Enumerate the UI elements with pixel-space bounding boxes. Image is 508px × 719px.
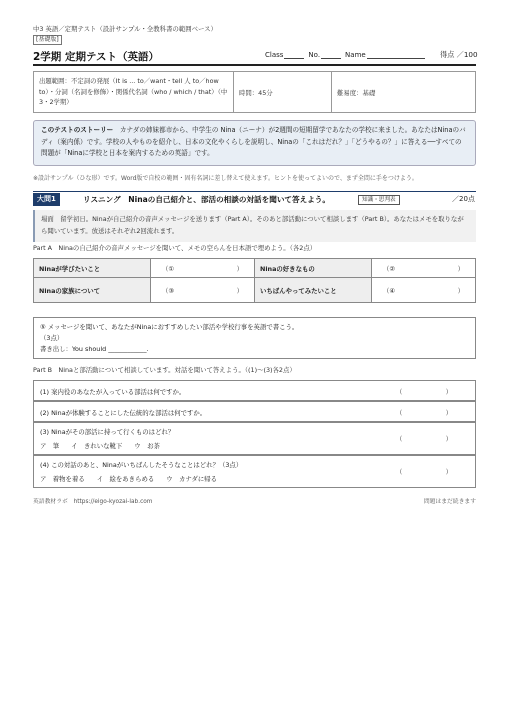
paren-open: （ (396, 435, 403, 443)
question-5-box[interactable] (33, 317, 476, 359)
answer-paren (396, 408, 452, 417)
option-i[interactable]: イ 絵をあきらめる (96, 475, 155, 483)
section-tag: 大問1 (33, 193, 60, 206)
story-box (33, 120, 476, 166)
info-scope: 出題範囲：不定詞の発展（It is ... to／want・tell 人 to／how to）・分詞（名詞を修飾）・関係代名詞（who / which / that）（中3・2学期） (34, 72, 234, 112)
paren-close: ） (457, 286, 464, 295)
option-a[interactable]: ア 着物を着る (40, 475, 85, 483)
paren-close: ） (236, 264, 243, 273)
page-title: 2学期 定期テスト（英語） (33, 51, 160, 63)
option-u[interactable]: ウ お茶 (134, 442, 160, 450)
class-label: Class (265, 51, 284, 59)
level-label: [基礎版] (33, 35, 62, 45)
question-row[interactable] (33, 422, 476, 455)
question-text: (3) Ninaがその部活に持って行くものはどれ？ (40, 428, 175, 436)
paren-close: ） (445, 468, 452, 476)
q5-points: （3点） (40, 334, 64, 342)
info-difficulty: 難易度：基礎 (337, 88, 376, 97)
q5-starter: 書き出し：You should ____________. (40, 345, 149, 353)
question-text: (1) 案内役のあなたが入っている部活は何ですか。 (40, 388, 186, 396)
paren-open: （③ (162, 286, 175, 295)
section-badge: 知識・思判表 (358, 195, 400, 205)
option-i[interactable]: イ きれいな靴下 (71, 442, 123, 450)
paren-close: ） (445, 409, 452, 417)
answer-paren (396, 387, 452, 396)
question-row[interactable] (33, 455, 476, 488)
header-top-line: 中3 英語／定期テスト（設計サンプル・全教科書の範囲ベース） (33, 25, 217, 33)
no-label: No. (308, 51, 321, 59)
memo-table (33, 258, 476, 303)
part-b-instruction: Part B Ninaと部活動について相談しています。対話を聞いて答えよう。（(1)〜(3)各2点） (33, 366, 296, 374)
option-u[interactable]: ウ カナダに帰る (166, 475, 218, 483)
footer-site: 英語教材ラボ https://eigo-kyozai-lab.com (33, 499, 153, 505)
answer-paren (396, 467, 452, 476)
memo-row (34, 259, 476, 278)
paren-close: ） (236, 286, 243, 295)
section-points: ／20点 (452, 195, 475, 203)
memo-row (34, 278, 476, 303)
memo-answer-4[interactable] (372, 278, 476, 303)
footer-continue: 問題はまだ続きます (423, 499, 476, 505)
paren-open: （② (383, 264, 396, 273)
answer-paren (396, 434, 452, 443)
memo-answer-2[interactable] (372, 259, 476, 278)
student-fields (265, 51, 429, 59)
paren-open: （① (162, 264, 175, 273)
info-time: 時間：45分 (234, 72, 332, 112)
memo-label: Ninaの好きなもの (255, 259, 372, 278)
no-field[interactable] (321, 51, 341, 59)
paren-open: （④ (383, 286, 396, 295)
scene-box: 場面 留学初日。Ninaが自己紹介の音声メッセージを送ります（Part A）。そのあと部活動について相談します（Part B）。あなたはメモを取りながら聞いています。放送はそれぞれ2回流れます。 (33, 210, 476, 242)
memo-label: Ninaの家族について (34, 278, 151, 303)
info-table (33, 71, 476, 113)
story-label: このテストのストーリー (41, 126, 114, 134)
option-a[interactable]: ア 筆 (40, 442, 60, 450)
option-list (40, 441, 160, 450)
story-text: カナダの姉妹都市から、中学生の Nina（ニーナ）が2週間の短期留学であなたの学校に来ました。あなたはNinaのバディ（案内係）です。学校の人やものを紹介し、日本の文化やくらしを説明し、Ninaの「これはだれ？」「どうやるの？」に答える──すべての問題が「Ninaに学校と日本を案内するための英語」です。 (41, 126, 466, 157)
memo-answer-1[interactable] (151, 259, 255, 278)
option-list (40, 474, 217, 483)
question-row[interactable] (33, 380, 476, 401)
paren-close: ） (445, 435, 452, 443)
memo-answer-3[interactable] (151, 278, 255, 303)
paren-open: （ (396, 468, 403, 476)
sample-note: ※設計サンプル（ひな形）です。Word版で自校の範囲・固有名詞に差し替えて使えます。ヒントを使ってよいので、まず全問に手をつけよう。 (33, 175, 418, 182)
question-text: (4) この対話のあと、Ninaがいちばんしたそうなことはどれ？（3点） (40, 461, 243, 469)
question-row[interactable] (33, 401, 476, 422)
section-title: リスニング Ninaの自己紹介と、部活の相談の対話を聞いて答えよう。 (83, 195, 330, 204)
part-a-instruction: Part A Ninaの自己紹介の音声メッセージを聞いて、メモの空らんを日本語で埋めよう。（各2点） (33, 244, 317, 252)
name-label: Name (345, 51, 366, 59)
paren-close: ） (457, 264, 464, 273)
paren-close: ） (445, 388, 452, 396)
memo-label: いちばんやってみたいこと (255, 278, 372, 303)
question-text: (2) Ninaが体験することにした伝統的な部活は何ですか。 (40, 409, 207, 417)
q5-prompt: ⑤ メッセージを聞いて、あなたがNinaにおすすめしたい部活や学校行事を英語で書こう。 (40, 323, 299, 331)
class-field[interactable] (284, 51, 304, 59)
name-field[interactable] (367, 51, 425, 59)
header-divider (33, 64, 476, 66)
paren-open: （ (396, 388, 403, 396)
score-label: 得点 ／100 (440, 50, 478, 59)
paren-open: （ (396, 409, 403, 417)
memo-label: Ninaが学びたいこと (34, 259, 151, 278)
